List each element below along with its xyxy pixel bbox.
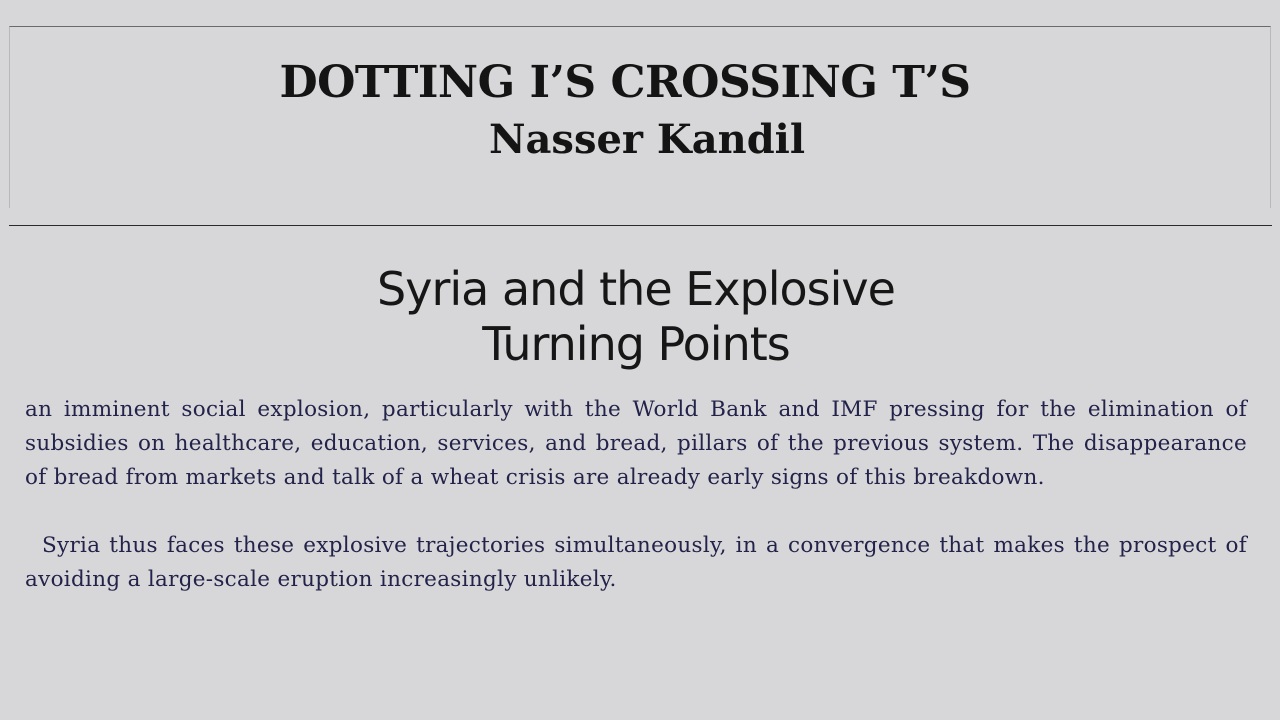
article-title-line-2: Turning Points — [482, 317, 790, 371]
article-title — [0, 262, 1272, 372]
paragraph: an imminent social explosion, particularly with the World Bank and IMF pressing for the elimination of subsidies on healthcare, education, services, and bread, pillars of the previous system. The disappearance of bread from markets and talk of a wheat crisis are already early signs of this breakdown. — [25, 397, 1247, 490]
column-title: DOTTING I’S CROSSING T’S — [279, 57, 971, 108]
author-name: Nasser Kandil — [488, 116, 806, 163]
article-body — [25, 393, 1247, 597]
divider-line — [9, 225, 1272, 226]
article-title-line-1: Syria and the Explosive — [377, 262, 895, 316]
paragraph: Syria thus faces these explosive trajectories simultaneously, in a convergence that makes the prospect of avoiding a large-scale eruption increasingly unlikely. — [25, 533, 1247, 592]
